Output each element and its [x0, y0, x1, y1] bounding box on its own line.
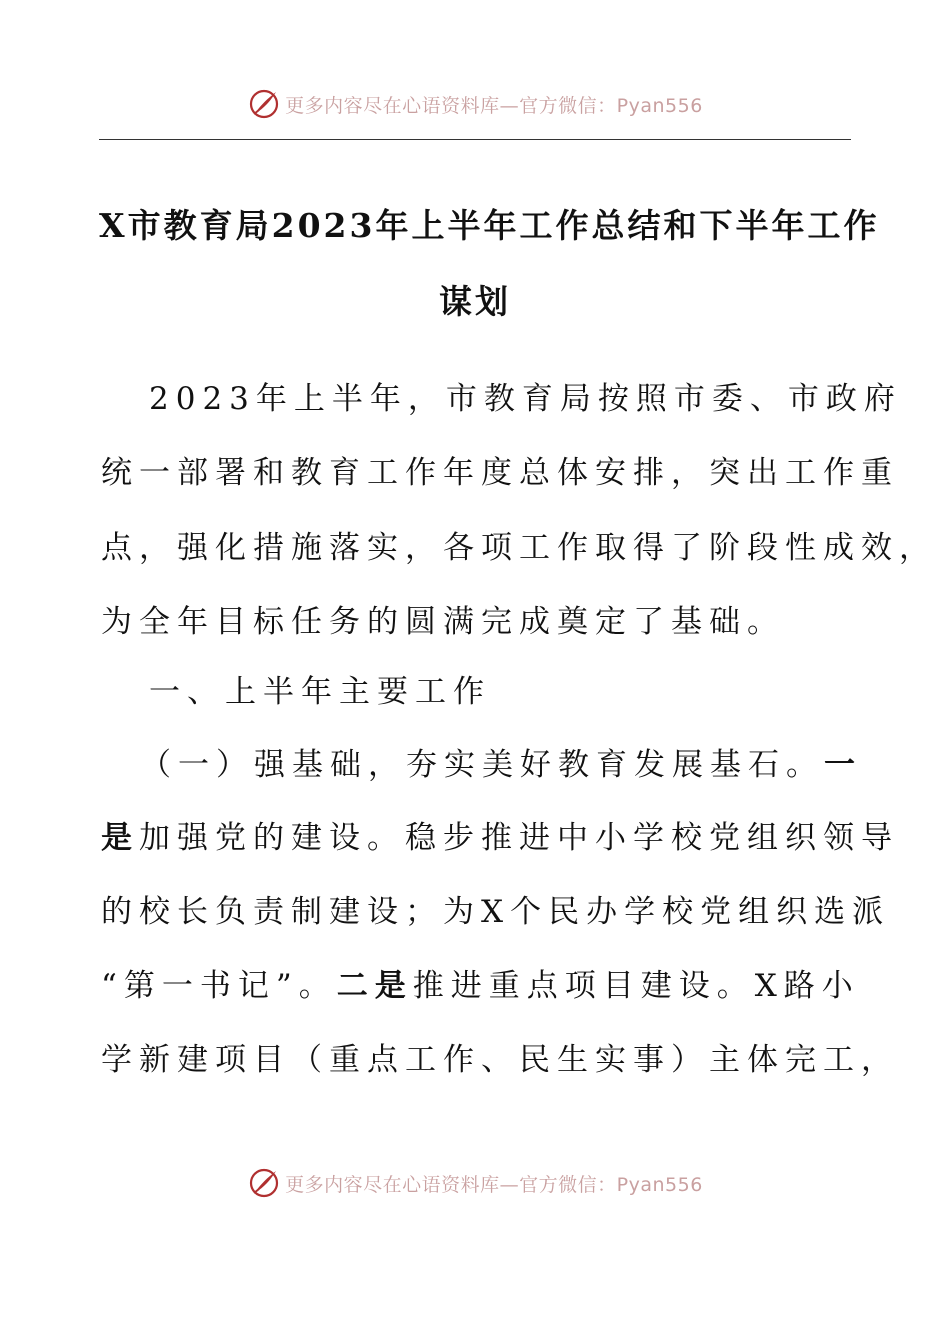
sub1-line-3: 的校长负责制建设；为X个民办学校党组织选派 [101, 894, 891, 930]
sub1-line-4 [101, 960, 860, 1005]
banner-slogan: 更多内容尽在心语资料库—官方微信： [285, 1173, 617, 1196]
document-title-line-2: 谋划 [439, 282, 511, 321]
intro-line-1: 2023年上半年，市教育局按照市委、市政府 [149, 381, 902, 417]
quill-logo-icon [247, 1166, 281, 1200]
section-heading-1: 一、上半年主要工作 [149, 674, 491, 710]
footer-banner [0, 1163, 950, 1203]
document-title-line-1: X市教育局2023年上半年工作总结和下半年工作 [99, 206, 880, 245]
sub1-quote: “第一书记”。 [101, 968, 337, 1004]
sub1-bold-marker: 一 [824, 747, 862, 783]
quill-logo-icon [247, 87, 281, 121]
sub1-bold-ershi: 二是 [336, 968, 413, 1004]
header-rule [99, 139, 851, 140]
banner-slogan: 更多内容尽在心语资料库—官方微信： [285, 94, 617, 117]
banner-text [285, 91, 703, 118]
sub1-line-2 [101, 812, 899, 857]
sub1-bold-shi: 是 [101, 820, 139, 856]
sub1-heading: （一）强基础，夯实美好教育发展基石。 [140, 747, 824, 783]
header-banner [0, 84, 950, 124]
sub1-text-2: 加强党的建设。稳步推进中小学校党组织领导 [139, 820, 899, 856]
banner-wechat-id: Pyan556 [616, 1173, 703, 1196]
sub1-line-1 [140, 739, 890, 784]
intro-line-4: 为全年目标任务的圆满完成奠定了基础。 [101, 604, 785, 640]
sub1-text-4: 推进重点项目建设。X路小 [412, 968, 860, 1004]
intro-line-3: 点，强化措施落实，各项工作取得了阶段性成效， [101, 530, 937, 566]
intro-line-2: 统一部署和教育工作年度总体安排，突出工作重 [101, 455, 899, 491]
banner-wechat-id: Pyan556 [616, 94, 703, 117]
banner-text [285, 1170, 703, 1197]
sub1-line-5: 学新建项目（重点工作、民生实事）主体完工， [101, 1042, 899, 1078]
